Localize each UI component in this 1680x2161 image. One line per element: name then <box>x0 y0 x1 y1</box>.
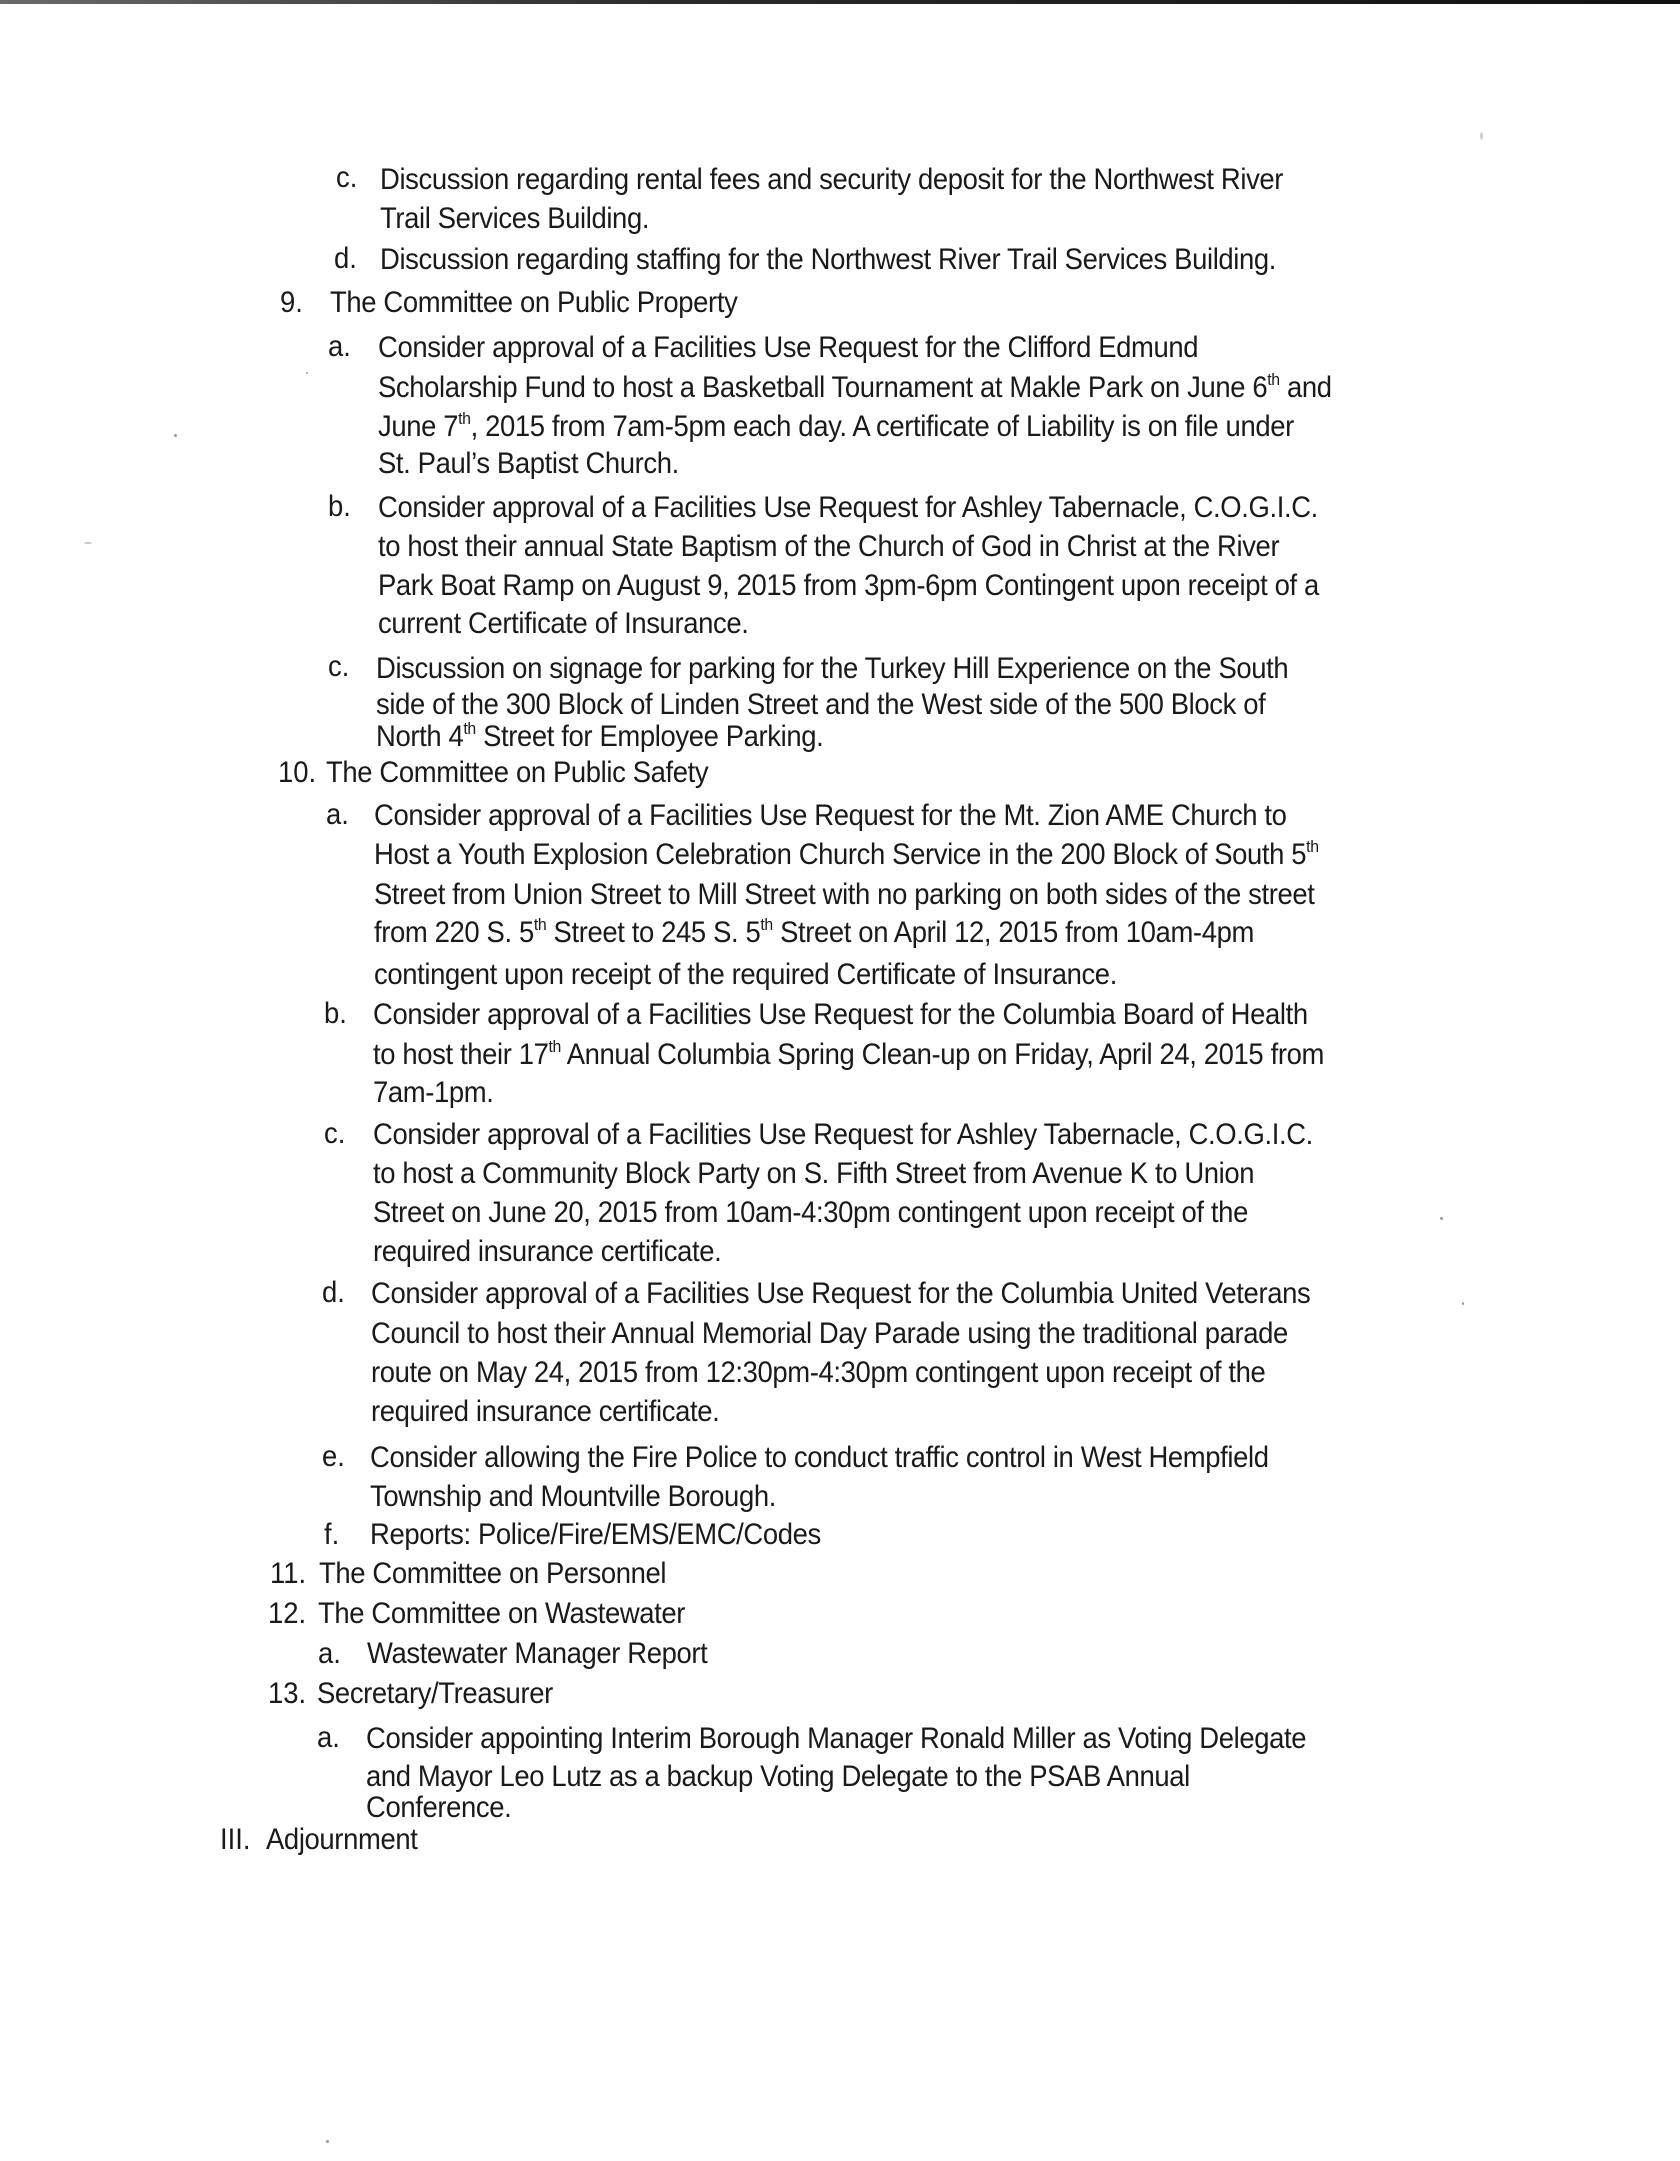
text-fragment: to host their 17 <box>373 1038 549 1071</box>
item-text-line: Council to host their Annual Memorial Day Parade using the traditional parade <box>371 1317 1288 1350</box>
text-fragment: from 220 S. 5 <box>374 916 534 949</box>
text-fragment: June 7 <box>378 410 459 443</box>
scan-speck <box>326 2140 329 2143</box>
committee-title: Secretary/Treasurer <box>317 1677 553 1710</box>
item-marker: f. <box>324 1518 340 1551</box>
text-fragment: North 4 <box>376 720 464 753</box>
committee-title: The Committee on Public Property <box>330 286 738 319</box>
item-text-line <box>373 1038 1324 1072</box>
item-text-line: Wastewater Manager Report <box>367 1637 708 1670</box>
item-text-line <box>378 410 1294 444</box>
item-text-line: Consider approval of a Facilities Use Request for the Columbia United Veterans <box>371 1277 1311 1310</box>
superscript: th <box>533 915 547 934</box>
item-number: 12. <box>268 1597 307 1630</box>
text-fragment: Street on April 12, 2015 from 10am-4pm <box>772 916 1254 949</box>
item-text-line: Township and Mountville Borough. <box>370 1480 776 1513</box>
scan-speck <box>1462 1302 1464 1305</box>
item-text-line: Trail Services Building. <box>380 202 650 235</box>
superscript: th <box>548 1037 561 1056</box>
item-marker: e. <box>322 1440 345 1473</box>
item-text-line: Discussion regarding rental fees and security deposit for the Northwest River <box>380 163 1284 196</box>
committee-title: The Committee on Wastewater <box>318 1597 686 1630</box>
item-marker: c. <box>324 1117 346 1150</box>
scan-speck <box>1480 132 1483 140</box>
scan-speck <box>1440 1217 1443 1220</box>
item-text-line: Discussion regarding staffing for the Northwest River Trail Services Building. <box>380 243 1277 276</box>
item-marker: c. <box>328 650 350 683</box>
item-number: 9. <box>280 286 303 319</box>
item-text-line: and Mayor Leo Lutz as a backup Voting Delegate to the PSAB Annual <box>366 1760 1190 1793</box>
item-marker: d. <box>322 1276 345 1309</box>
item-number: 10. <box>278 756 317 789</box>
item-text-line: side of the 300 Block of Linden Street and the West side of the 500 Block of <box>376 688 1266 721</box>
item-text-line: Park Boat Ramp on August 9, 2015 from 3pm-6pm Contingent upon receipt of a <box>378 569 1319 602</box>
text-fragment: Annual Columbia Spring Clean-up on Friday, April 24, 2015 from <box>560 1038 1324 1071</box>
item-text-line: Consider approval of a Facilities Use Request for the Clifford Edmund <box>378 331 1199 364</box>
item-text-line: Consider approval of a Facilities Use Request for Ashley Tabernacle, C.O.G.I.C. <box>378 491 1318 524</box>
item-marker: b. <box>324 997 347 1030</box>
item-text-line: Reports: Police/Fire/EMS/EMC/Codes <box>370 1518 821 1551</box>
item-text-line: contingent upon receipt of the required Certificate of Insurance. <box>374 958 1117 991</box>
item-text-line: Consider allowing the Fire Police to conduct traffic control in West Hempfield <box>370 1441 1269 1474</box>
item-text-line: Consider approval of a Facilities Use Request for the Mt. Zion AME Church to <box>374 799 1287 832</box>
item-text-line <box>374 916 1254 950</box>
item-text-line: required insurance certificate. <box>371 1395 720 1428</box>
item-marker: a. <box>318 1637 341 1670</box>
item-text-line: required insurance certificate. <box>373 1235 722 1268</box>
superscript: th <box>458 409 471 428</box>
item-text-line <box>374 838 1319 872</box>
item-text-line: Street on June 20, 2015 from 10am-4:30pm contingent upon receipt of the <box>373 1196 1248 1229</box>
item-marker: b. <box>328 490 351 523</box>
superscript: th <box>1267 370 1280 389</box>
item-text-line: 7am-1pm. <box>373 1076 494 1109</box>
item-marker: a. <box>328 330 351 363</box>
item-text-line: current Certificate of Insurance. <box>378 607 749 640</box>
text-fragment: Street to 245 S. 5 <box>546 916 761 949</box>
scan-speck <box>306 372 308 374</box>
item-marker: a. <box>317 1721 340 1754</box>
item-text-line: Discussion on signage for parking for the Turkey Hill Experience on the South <box>376 652 1289 685</box>
text-fragment: Street for Employee Parking. <box>475 720 824 753</box>
item-text-line <box>378 371 1332 405</box>
item-number: 11. <box>270 1557 307 1590</box>
item-text-line: St. Paul’s Baptist Church. <box>378 447 679 480</box>
item-text-line: to host their annual State Baptism of the Church of God in Christ at the River <box>378 530 1280 563</box>
item-number: 13. <box>268 1677 307 1710</box>
item-marker: c. <box>336 161 358 194</box>
text-fragment: Host a Youth Explosion Celebration Church Service in the 200 Block of South 5 <box>374 838 1307 871</box>
superscript: th <box>463 719 476 738</box>
superscript: th <box>760 915 773 934</box>
scan-speck <box>84 542 92 544</box>
committee-title: The Committee on Public Safety <box>326 756 709 789</box>
text-fragment: Scholarship Fund to host a Basketball Tournament at Makle Park on June 6 <box>378 371 1268 404</box>
item-text-line: Consider approval of a Facilities Use Request for the Columbia Board of Health <box>373 998 1308 1031</box>
scan-speck <box>174 434 177 437</box>
superscript: th <box>1306 837 1319 856</box>
item-text-line <box>376 720 823 754</box>
text-fragment: and <box>1286 371 1332 404</box>
item-marker: d. <box>334 242 357 275</box>
section-numeral: III. <box>220 1823 251 1856</box>
item-text-line: Consider approval of a Facilities Use Request for Ashley Tabernacle, C.O.G.I.C. <box>373 1118 1313 1151</box>
committee-title: The Committee on Personnel <box>319 1557 667 1590</box>
section-title: Adjournment <box>266 1823 418 1856</box>
item-text-line: route on May 24, 2015 from 12:30pm-4:30pm contingent upon receipt of the <box>371 1356 1266 1389</box>
item-text-line: Conference. <box>366 1791 512 1824</box>
item-text-line: Street from Union Street to Mill Street with no parking on both sides of the street <box>374 878 1315 911</box>
item-marker: a. <box>326 798 349 831</box>
item-text-line: to host a Community Block Party on S. Fifth Street from Avenue K to Union <box>373 1157 1255 1190</box>
text-fragment: , 2015 from 7am-5pm each day. A certificate of Liability is on file under <box>470 410 1294 443</box>
item-text-line: Consider appointing Interim Borough Manager Ronald Miller as Voting Delegate <box>366 1722 1307 1755</box>
